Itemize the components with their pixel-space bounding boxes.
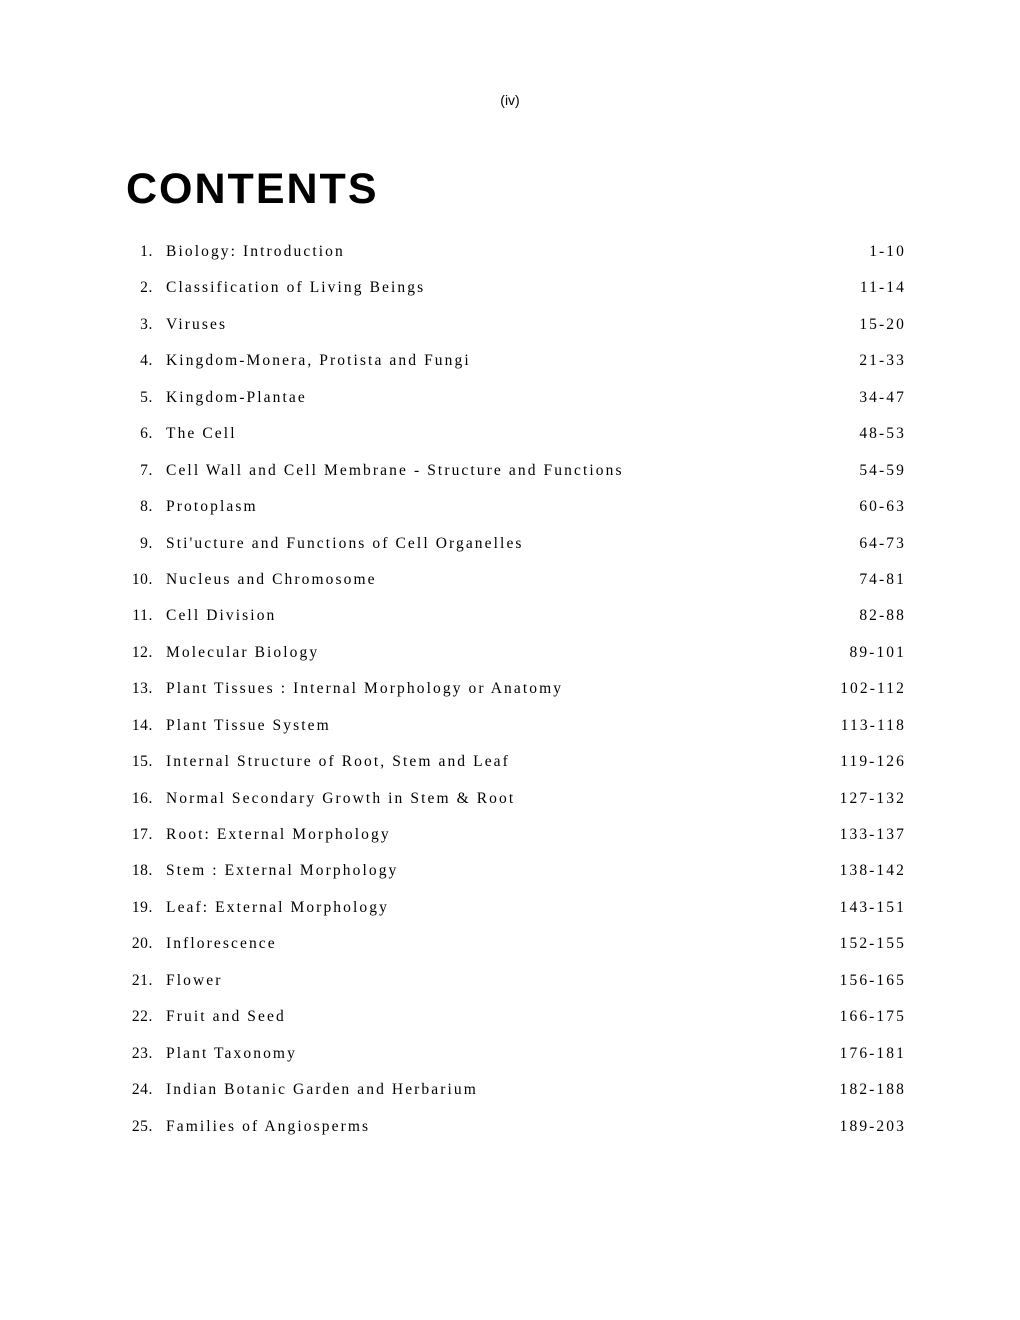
page-number: (iv) (500, 92, 520, 108)
entry-pages: 54-59 (859, 461, 906, 479)
entry-title: Molecular Biology (166, 643, 320, 661)
entry-title: Nucleus and Chromosome (166, 570, 377, 588)
toc-entry (120, 1043, 906, 1079)
entry-title: Stem : External Morphology (166, 862, 399, 880)
entry-title: Fruit and Seed (166, 1008, 286, 1026)
entry-pages: 166-175 (839, 1008, 906, 1026)
page-title: CONTENTS (126, 165, 379, 213)
entry-title: Root: External Morphology (166, 826, 391, 843)
entry-title: Classification of Living Beings (166, 279, 426, 297)
entry-title: Plant Tissues : Internal Morphology or Anatomy (166, 680, 564, 698)
entry-title: Leaf: External Morphology (166, 898, 389, 916)
entry-pages: 21-33 (859, 352, 906, 370)
entry-title: Kingdom-Monera, Protista and Fungi (166, 352, 471, 370)
entry-number: 22. (131, 1008, 153, 1026)
entry-pages: 15-20 (859, 315, 906, 333)
toc-entry (120, 824, 906, 860)
entry-title: Plant Taxonomy (166, 1044, 297, 1062)
entry-number: 19. (131, 898, 153, 916)
entry-pages: 64-73 (859, 534, 906, 552)
toc-entry (120, 423, 906, 459)
entry-number: 7. (140, 461, 153, 479)
entry-title: Families of Angiosperms (166, 1117, 371, 1135)
toc-entry (120, 387, 906, 423)
entry-pages: 152-155 (839, 935, 906, 953)
entry-number: 4. (140, 352, 153, 370)
toc-entry (120, 933, 906, 969)
toc-entry (120, 314, 906, 350)
toc-entry (120, 277, 906, 313)
entry-title: Protoplasm (166, 498, 258, 516)
entry-number: 16. (131, 789, 153, 807)
entry-number: 23. (131, 1044, 153, 1062)
entry-title: Indian Botanic Garden and Herbarium (166, 1081, 478, 1099)
toc-entry (120, 715, 906, 751)
entry-number: 1. (140, 243, 153, 260)
entry-pages: 11-14 (859, 279, 906, 297)
entry-pages: 82-88 (859, 607, 906, 625)
toc-entry (120, 350, 906, 386)
entry-pages: 34-47 (859, 388, 906, 406)
entry-title: Cell Division (166, 607, 277, 625)
entry-title: The Cell (166, 425, 237, 443)
entry-title: Sti'ucture and Functions of Cell Organelles (166, 534, 524, 552)
entry-pages: 176-181 (839, 1044, 906, 1062)
entry-pages: 113-118 (840, 716, 906, 734)
toc-entry (120, 241, 906, 277)
entry-title: Biology: Introduction (166, 243, 345, 260)
entry-number: 18. (131, 862, 153, 880)
entry-title: Cell Wall and Cell Membrane - Structure and Functions (166, 461, 624, 479)
entry-pages: 60-63 (859, 498, 906, 516)
entry-pages: 119-126 (840, 753, 906, 771)
entry-number: 5. (140, 388, 153, 406)
entry-number: 10. (131, 570, 153, 588)
toc-entry (120, 605, 906, 641)
toc-entry (120, 897, 906, 933)
entry-number: 25. (131, 1117, 153, 1135)
entry-title: Kingdom-Plantae (166, 388, 307, 406)
entry-pages: 143-151 (839, 898, 906, 916)
entry-pages: 156-165 (839, 971, 906, 989)
entry-pages: 48-53 (859, 425, 906, 443)
entry-number: 21. (131, 971, 153, 989)
entry-pages: 189-203 (839, 1117, 906, 1135)
entry-title: Plant Tissue System (166, 716, 331, 734)
entry-title: Normal Secondary Growth in Stem & Root (166, 789, 516, 807)
entry-number: 3. (140, 315, 153, 333)
entry-pages: 127-132 (839, 789, 906, 807)
toc-entry (120, 970, 906, 1006)
toc-entry (120, 533, 906, 569)
toc-entry (120, 569, 906, 605)
entry-title: Inflorescence (166, 935, 277, 953)
entry-number: 20. (131, 935, 153, 953)
entry-number: 24. (131, 1081, 153, 1099)
entry-number: 13. (131, 680, 153, 698)
entry-number: 17. (131, 826, 153, 843)
entry-pages: 133-137 (839, 826, 906, 843)
entry-number: 15. (131, 753, 153, 771)
toc-entry (120, 678, 906, 714)
entry-title: Viruses (166, 315, 228, 333)
entry-number: 9. (140, 534, 153, 552)
toc-entry (120, 751, 906, 787)
entry-number: 8. (140, 498, 153, 516)
toc-entry (120, 788, 906, 824)
toc-entry (120, 496, 906, 532)
entry-number: 11. (132, 607, 153, 625)
toc-entry (120, 1006, 906, 1042)
toc-entry (120, 860, 906, 896)
entry-pages: 74-81 (859, 570, 906, 588)
entry-pages: 102-112 (840, 680, 906, 698)
entry-pages: 89-101 (849, 643, 906, 661)
entry-pages: 1-10 (869, 243, 906, 260)
entry-pages: 138-142 (839, 862, 906, 880)
entry-number: 2. (140, 279, 153, 297)
toc-entry (120, 642, 906, 678)
entry-pages: 182-188 (839, 1081, 906, 1099)
entry-title: Flower (166, 971, 223, 989)
toc-entry (120, 1079, 906, 1115)
table-of-contents (120, 241, 906, 1152)
entry-number: 14. (131, 716, 153, 734)
toc-entry (120, 460, 906, 496)
toc-entry (120, 1116, 906, 1152)
entry-number: 12. (131, 643, 153, 661)
entry-title: Internal Structure of Root, Stem and Leaf (166, 753, 510, 771)
entry-number: 6. (140, 425, 153, 443)
